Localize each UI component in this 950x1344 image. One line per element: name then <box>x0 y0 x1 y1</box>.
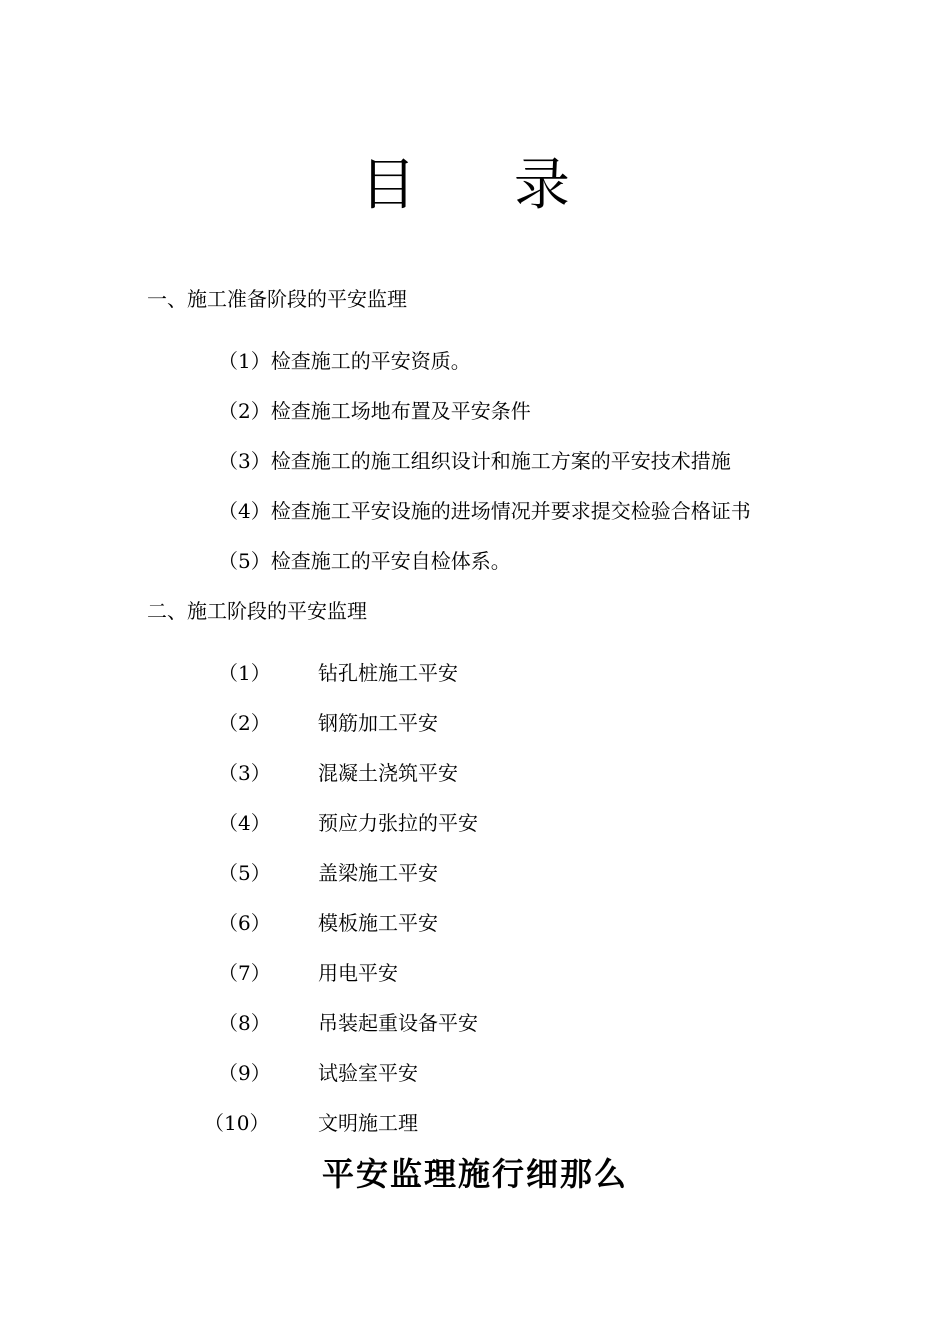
item-text: 混凝土浇筑平安 <box>318 761 458 785</box>
item-text: 预应力张拉的平安 <box>318 811 478 835</box>
toc-title: 目 录 <box>360 153 610 218</box>
item-number: （6） <box>218 911 271 935</box>
prep-item-1: （1）检查施工的平安资质。 <box>218 349 471 373</box>
prep-item-2: （2）检查施工场地布置及平安条件 <box>218 399 531 423</box>
item-number: （3） <box>218 761 271 785</box>
item-text: 文明施工理 <box>318 1111 418 1135</box>
item-text: 试验室平安 <box>318 1061 418 1085</box>
item-number: （9） <box>218 1061 271 1085</box>
document-title: 平安监理施行细那么 <box>321 1155 628 1193</box>
item-number: （5） <box>218 861 271 885</box>
item-number: （8） <box>218 1011 271 1035</box>
item-number: （4） <box>218 811 271 835</box>
section-heading-construction: 二、施工阶段的平安监理 <box>147 599 367 623</box>
item-text: 盖梁施工平安 <box>318 861 438 885</box>
item-number: （7） <box>218 961 271 985</box>
item-number: （10） <box>204 1111 270 1135</box>
item-text: 钢筋加工平安 <box>318 711 438 735</box>
section-heading-preparation: 一、施工准备阶段的平安监理 <box>147 287 407 311</box>
prep-item-3: （3）检查施工的施工组织设计和施工方案的平安技术措施 <box>218 449 731 473</box>
item-text: 吊装起重设备平安 <box>318 1011 478 1035</box>
item-text: 模板施工平安 <box>318 911 438 935</box>
item-text: 用电平安 <box>318 961 398 985</box>
item-number: （1） <box>218 661 271 685</box>
prep-item-5: （5）检查施工的平安自检体系。 <box>218 549 511 573</box>
item-number: （2） <box>218 711 271 735</box>
item-text: 钻孔桩施工平安 <box>318 661 458 685</box>
prep-item-4: （4）检查施工平安设施的进场情况并要求提交检验合格证书 <box>218 499 751 523</box>
